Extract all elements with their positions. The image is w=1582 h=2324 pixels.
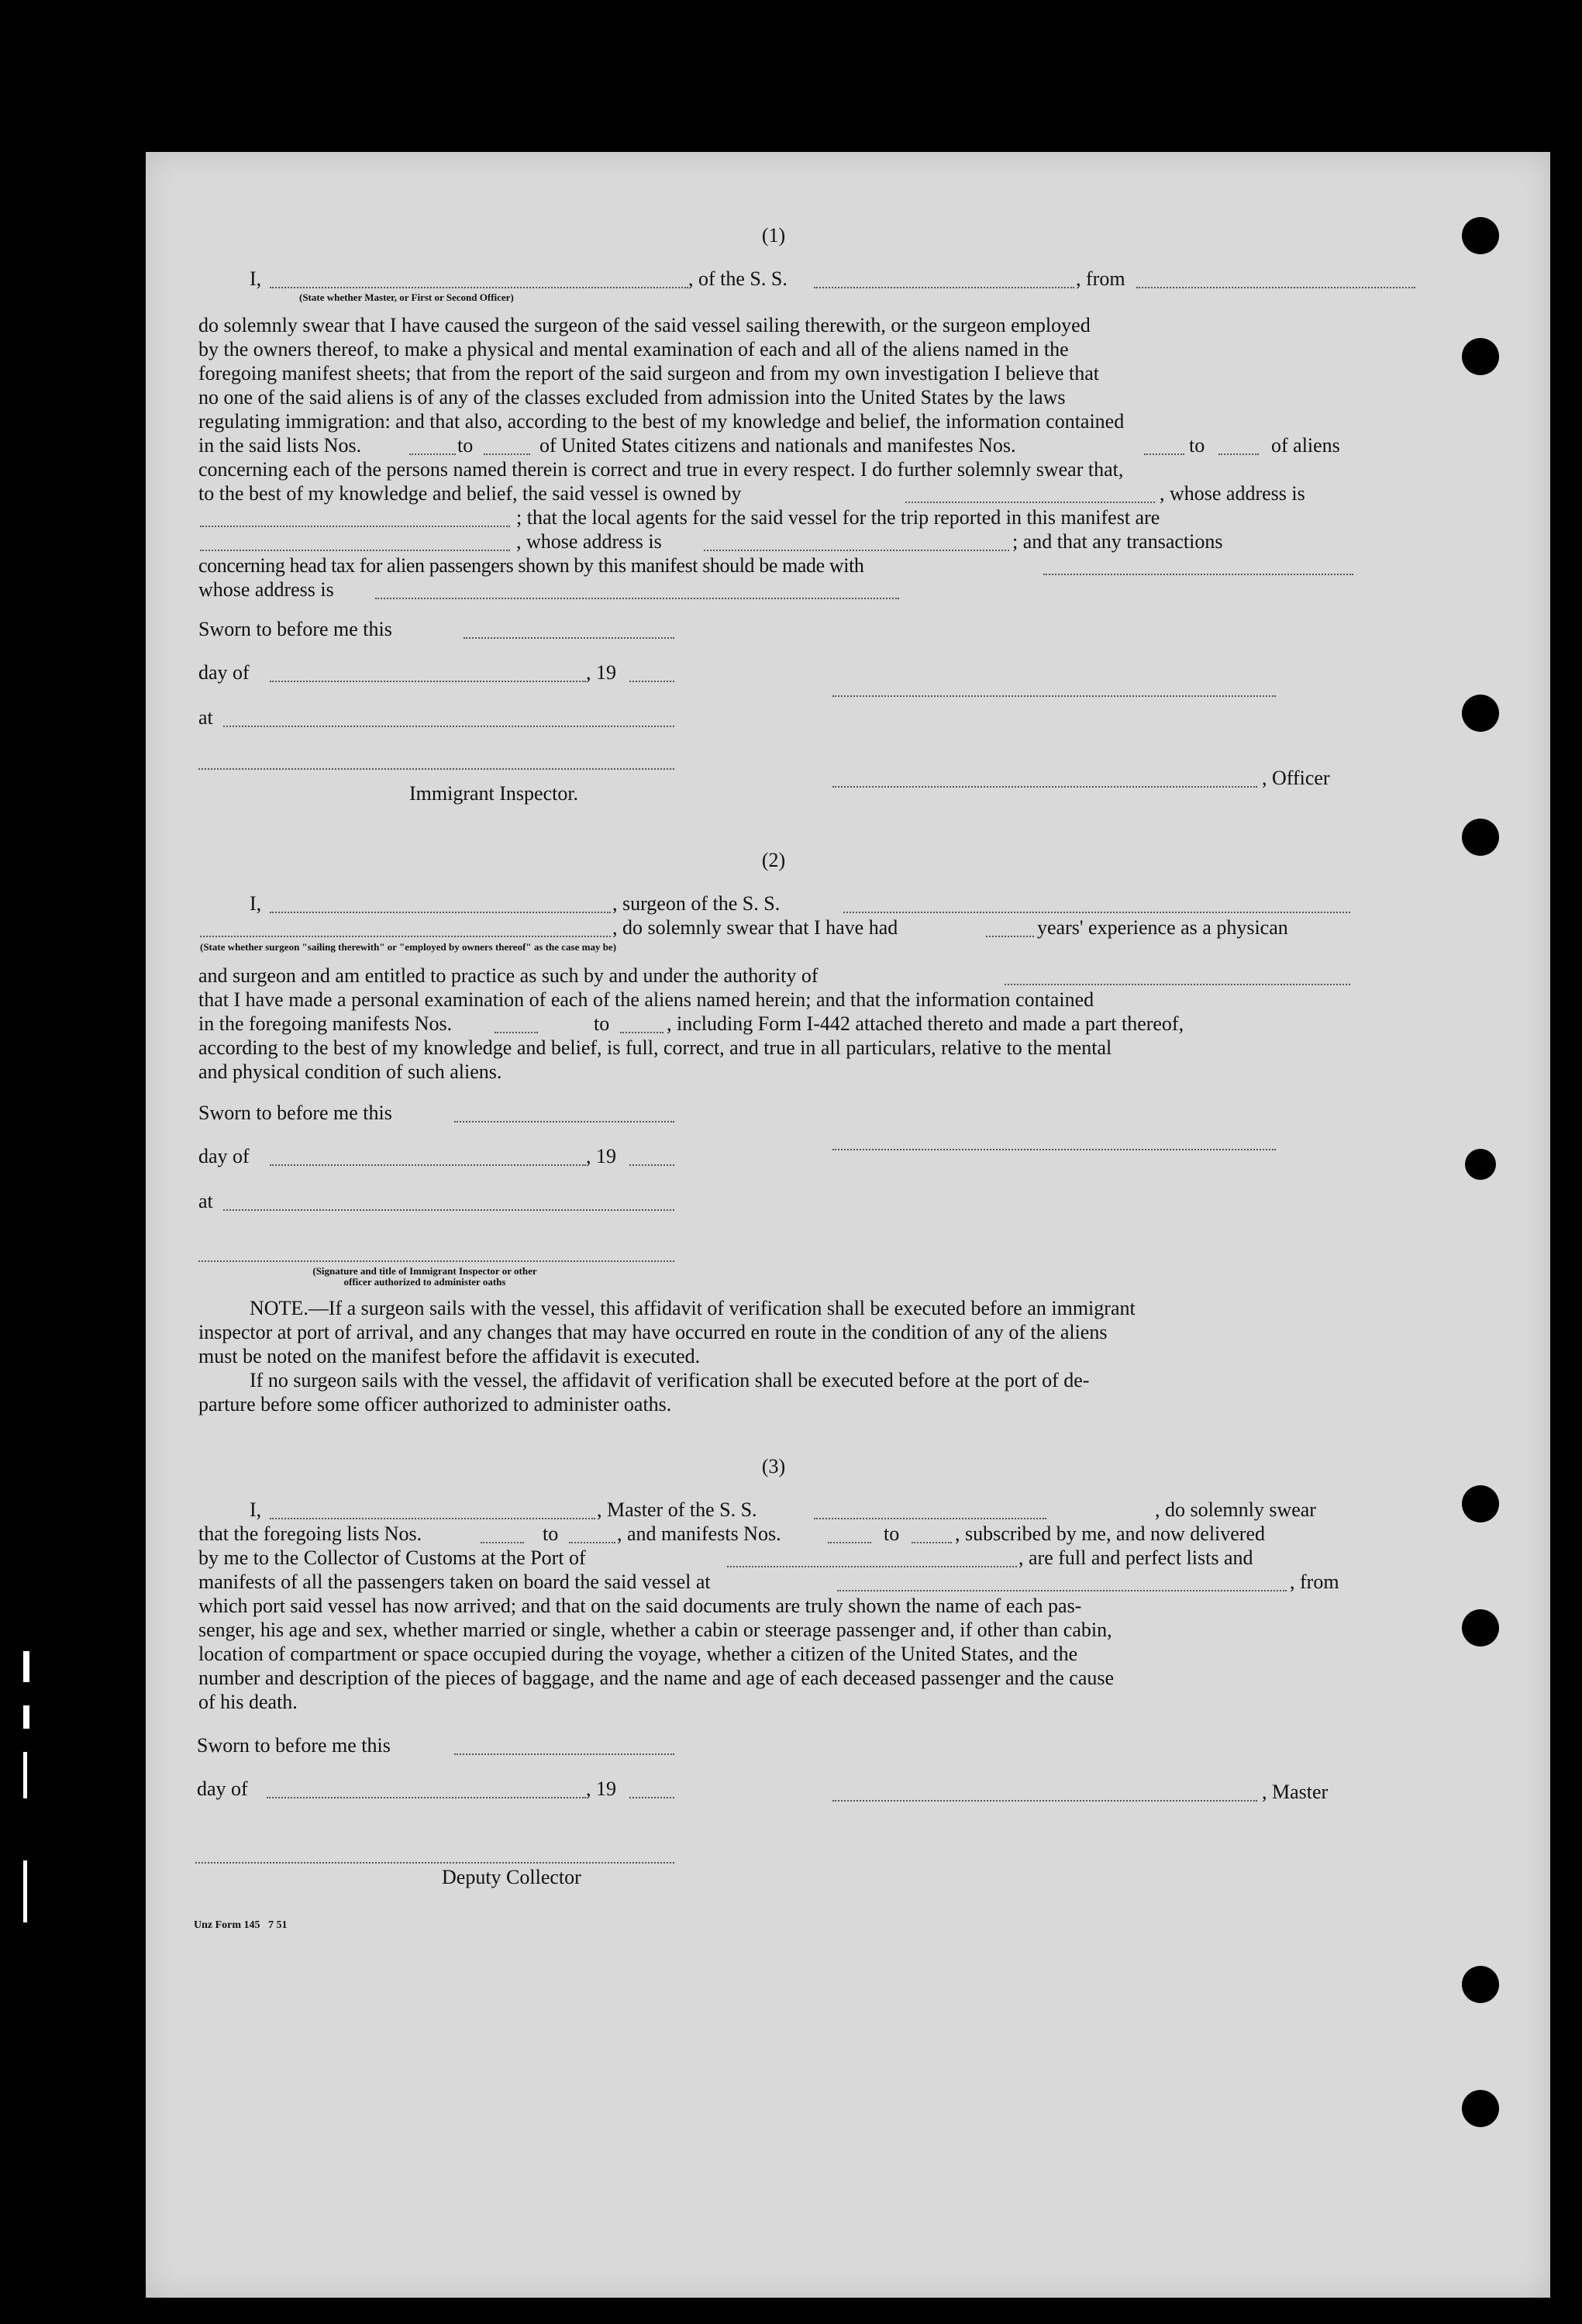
subscribed-text: , subscribed by me, and now delivered bbox=[955, 1522, 1266, 1545]
oath-body bbox=[198, 1036, 1355, 1084]
signature-field[interactable] bbox=[832, 1149, 1276, 1150]
local-agents-field[interactable] bbox=[200, 550, 510, 551]
officer-name-field[interactable] bbox=[270, 287, 688, 288]
head-tax-field[interactable] bbox=[1043, 574, 1353, 575]
taken-on-board-text: manifests of all the passengers taken on board the said vessel at bbox=[198, 1571, 711, 1593]
film-edge-mark bbox=[23, 1752, 27, 1798]
oath-pronoun: I, bbox=[250, 1498, 262, 1521]
at-label: at bbox=[198, 706, 213, 729]
text-line: according to the best of my knowledge and belief, is full, correct, and true in all particulars, relative to the mental bbox=[198, 1036, 1112, 1059]
month-field[interactable] bbox=[270, 681, 586, 682]
inspector-signature-field[interactable] bbox=[198, 1260, 674, 1262]
punch-hole bbox=[1465, 1149, 1496, 1180]
day-of-label: day of bbox=[198, 661, 250, 684]
deputy-collector-signature-field[interactable] bbox=[195, 1862, 674, 1864]
text-line: must be noted on the manifest before the affidavit is executed. bbox=[198, 1345, 701, 1367]
vessel-name-field[interactable] bbox=[814, 287, 1074, 288]
of-aliens-text: of aliens bbox=[1271, 434, 1340, 457]
sworn-label: Sworn to before me this bbox=[198, 1102, 392, 1124]
text-line: and physical condition of such aliens. bbox=[198, 1060, 502, 1083]
field-instruction: (State whether surgeon "sailing therewith" or "employed by owners thereof" as the case may be) bbox=[200, 941, 617, 953]
agents-address-field[interactable] bbox=[704, 550, 1009, 551]
text-line: If no surgeon sails with the vessel, the affidavit of verification shall be executed before at the port of de- bbox=[250, 1369, 1090, 1391]
manifests-nos-label: in the foregoing manifests Nos. bbox=[198, 1012, 453, 1035]
whose-address-text: , whose address is bbox=[1160, 482, 1305, 505]
lists-from-field[interactable] bbox=[409, 453, 456, 455]
year-label: , 19 bbox=[586, 661, 616, 684]
sworn-label: Sworn to before me this bbox=[198, 618, 392, 640]
note-paragraph bbox=[198, 1296, 1355, 1416]
signature-field[interactable] bbox=[832, 695, 1276, 697]
immigrant-inspector-label: Immigrant Inspector. bbox=[409, 782, 579, 805]
punch-hole bbox=[1462, 217, 1499, 254]
local-agents-text: ; that the local agents for the said vessel for the trip reported in this manifest are bbox=[516, 506, 1160, 529]
from-port-field[interactable] bbox=[1136, 287, 1415, 288]
text-line: regulating immigration: and that also, according to the best of my knowledge and belief, the information contained bbox=[198, 410, 1125, 433]
signature-instruction: (Signature and title of Immigrant Inspector or other bbox=[312, 1265, 537, 1277]
to-label: to bbox=[457, 434, 474, 457]
from-label: , from bbox=[1076, 267, 1125, 290]
film-edge-mark bbox=[23, 1651, 29, 1682]
signature-instruction: officer authorized to administer oaths bbox=[343, 1276, 506, 1288]
at-label: at bbox=[198, 1190, 213, 1212]
vessel-name-field[interactable] bbox=[814, 1518, 1046, 1519]
text-line: number and description of the pieces of baggage, and the name and age of each deceased passenger and the cause bbox=[198, 1667, 1115, 1689]
oath-pronoun: I, bbox=[250, 267, 262, 290]
field-instruction: (State whether Master, or First or Second Officer) bbox=[299, 291, 514, 303]
place-field[interactable] bbox=[223, 1209, 674, 1211]
film-edge-mark bbox=[23, 1860, 27, 1922]
officer-signature-field[interactable] bbox=[832, 786, 1257, 788]
punch-hole bbox=[1462, 2090, 1499, 2127]
year-label: , 19 bbox=[586, 1777, 616, 1800]
form-page bbox=[146, 152, 1550, 2298]
vessel-name-field[interactable] bbox=[843, 912, 1350, 913]
sworn-label: Sworn to before me this bbox=[197, 1734, 391, 1757]
to-label: to bbox=[594, 1012, 610, 1035]
year-field[interactable] bbox=[629, 1164, 674, 1166]
text-line: which port said vessel has now arrived; and that on the said documents are truly shown the name of each pas- bbox=[198, 1595, 1082, 1617]
inspector-signature-field[interactable] bbox=[198, 768, 674, 770]
oath-body bbox=[198, 313, 1355, 433]
sworn-day-field[interactable] bbox=[454, 1753, 674, 1755]
month-field[interactable] bbox=[267, 1797, 586, 1798]
text-line: senger, his age and sex, whether married or single, whether a cabin or steerage passenger and, if other than cabin, bbox=[198, 1619, 1112, 1641]
place-field[interactable] bbox=[223, 726, 674, 727]
year-field[interactable] bbox=[629, 1797, 674, 1798]
of-the-ss-label: , of the S. S. bbox=[688, 267, 788, 290]
manifests-from-field[interactable] bbox=[495, 1032, 538, 1033]
owner-field[interactable] bbox=[905, 502, 1155, 503]
section-number: (2) bbox=[761, 849, 786, 871]
owned-by-text: to the best of my knowledge and belief, the said vessel is owned by bbox=[198, 482, 742, 505]
text-line: location of compartment or space occupied during the voyage, whether a citizen of the United States, and the bbox=[198, 1643, 1078, 1665]
perfect-lists-text: , are full and perfect lists and bbox=[1018, 1546, 1253, 1569]
oath-body bbox=[198, 988, 1355, 1012]
text-line: foregoing manifest sheets; that from the report of the said surgeon and from my own investigation I believe that bbox=[198, 362, 1100, 384]
oath-body bbox=[198, 457, 1355, 481]
punch-hole bbox=[1462, 338, 1499, 375]
manifests-to-field[interactable] bbox=[620, 1032, 663, 1033]
transactions-text: ; and that any transactions bbox=[1012, 530, 1223, 553]
master-label: , Master bbox=[1262, 1781, 1329, 1803]
month-field[interactable] bbox=[270, 1164, 586, 1166]
solemnly-label: , do solemnly swear that I have had bbox=[612, 916, 898, 939]
lists-to-field[interactable] bbox=[484, 453, 530, 455]
year-label: , 19 bbox=[586, 1145, 616, 1167]
day-of-label: day of bbox=[198, 1145, 250, 1167]
officer-label: , Officer bbox=[1262, 767, 1330, 789]
to-label: to bbox=[543, 1522, 559, 1545]
form-i442-text: , including Form I-442 attached thereto and made a part thereof, bbox=[667, 1012, 1184, 1035]
punch-hole bbox=[1462, 1609, 1499, 1646]
lists-nos-label: in the said lists Nos. bbox=[198, 434, 362, 457]
section-number: (3) bbox=[761, 1455, 786, 1477]
deputy-collector-label: Deputy Collector bbox=[442, 1866, 581, 1888]
years-field[interactable] bbox=[986, 936, 1034, 937]
from-label: , from bbox=[1290, 1571, 1339, 1593]
lists-nos-label: that the foregoing lists Nos. bbox=[198, 1522, 422, 1545]
embarkation-port-field[interactable] bbox=[837, 1590, 1287, 1591]
oath-pronoun: I, bbox=[250, 892, 262, 915]
whose-address-text: whose address is bbox=[198, 578, 334, 601]
years-experience-label: years' experience as a physican bbox=[1037, 916, 1288, 939]
lists-from-field[interactable] bbox=[481, 1542, 524, 1543]
text-line: of his death. bbox=[198, 1691, 298, 1713]
surgeon-of-label: , surgeon of the S. S. bbox=[612, 892, 781, 915]
manifests-to-field[interactable] bbox=[912, 1542, 952, 1543]
text-line: NOTE.—If a surgeon sails with the vessel, this affidavit of verification shall be executed before an immigrant bbox=[250, 1297, 1136, 1319]
section-number: (1) bbox=[761, 224, 786, 247]
authority-field[interactable] bbox=[1005, 984, 1350, 985]
text-line: that I have made a personal examination of each of the aliens named herein; and that the information contained bbox=[198, 988, 1094, 1011]
head-tax-text: concerning head tax for alien passengers shown by this manifest should be made with bbox=[198, 554, 864, 577]
year-field[interactable] bbox=[629, 681, 674, 682]
manifests-from-field[interactable] bbox=[1144, 453, 1184, 455]
text-line: concerning each of the persons named therein is correct and true in every respect. I do further solemnly swear that, bbox=[198, 458, 1124, 481]
surgeon-status-field[interactable] bbox=[200, 936, 611, 937]
sworn-day-field[interactable] bbox=[464, 637, 674, 639]
citizens-text: of United States citizens and nationals and manifestes Nos. bbox=[539, 434, 1016, 457]
manifests-nos-label: , and manifests Nos. bbox=[617, 1522, 781, 1545]
form-number: Unz Form 145 7 51 bbox=[194, 1919, 288, 1931]
text-line: by the owners thereof, to make a physical and mental examination of each and all of the aliens named in the bbox=[198, 338, 1069, 360]
do-solemnly-label: , do solemnly swear bbox=[1155, 1498, 1316, 1521]
punch-hole bbox=[1462, 695, 1499, 732]
to-label: to bbox=[1189, 434, 1205, 457]
sworn-day-field[interactable] bbox=[454, 1121, 674, 1122]
port-text: by me to the Collector of Customs at the Port of bbox=[198, 1546, 586, 1569]
lists-to-field[interactable] bbox=[569, 1542, 615, 1543]
text-line: no one of the said aliens is of any of the classes excluded from admission into the United States by the laws bbox=[198, 386, 1066, 409]
authority-text: and surgeon and am entitled to practice as such by and under the authority of bbox=[198, 964, 819, 987]
manifests-to-field[interactable] bbox=[1218, 453, 1259, 455]
film-edge-mark bbox=[23, 1705, 29, 1729]
master-of-label: , Master of the S. S. bbox=[597, 1498, 757, 1521]
head-tax-address-field[interactable] bbox=[375, 598, 899, 599]
to-label: to bbox=[884, 1522, 900, 1545]
whose-address-text: , whose address is bbox=[516, 530, 662, 553]
owner-address-field[interactable] bbox=[200, 526, 510, 527]
day-of-label: day of bbox=[197, 1777, 248, 1800]
text-line: inspector at port of arrival, and any changes that may have occurred en route in the condition of any of the aliens bbox=[198, 1321, 1108, 1343]
punch-hole bbox=[1462, 819, 1499, 856]
punch-hole bbox=[1462, 1485, 1499, 1522]
manifests-from-field[interactable] bbox=[828, 1542, 871, 1543]
oath-body bbox=[198, 1594, 1355, 1714]
port-field[interactable] bbox=[727, 1566, 1017, 1567]
master-name-field[interactable] bbox=[270, 1518, 595, 1519]
master-signature-field[interactable] bbox=[832, 1800, 1257, 1802]
text-line: parture before some officer authorized to administer oaths. bbox=[198, 1393, 672, 1415]
surgeon-name-field[interactable] bbox=[270, 912, 611, 913]
text-line: do solemnly swear that I have caused the surgeon of the said vessel sailing therewith, or the surgeon employed bbox=[198, 314, 1091, 336]
punch-hole bbox=[1462, 1966, 1499, 2003]
